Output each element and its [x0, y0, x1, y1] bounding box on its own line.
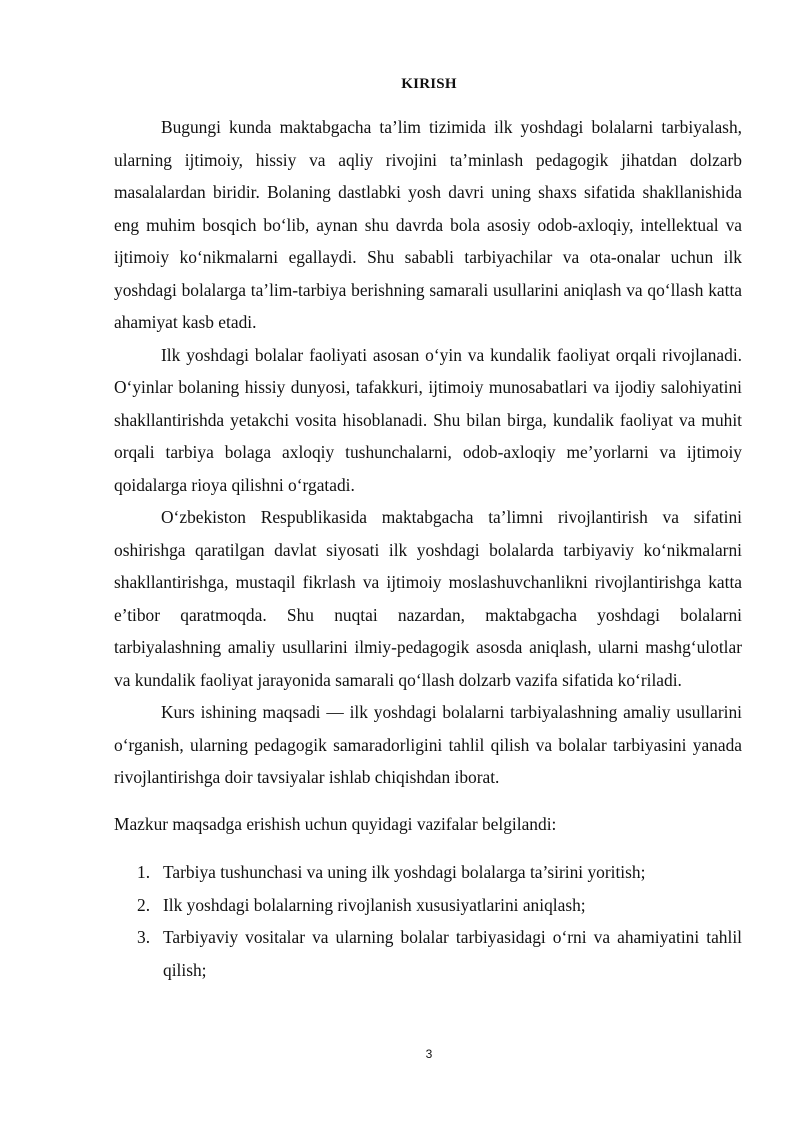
list-item-number: 3. [137, 927, 151, 947]
page-number: 3 [425, 1047, 433, 1061]
list-item [114, 856, 742, 889]
paragraph: Bugungi kunda maktabgacha ta’lim tizimida ilk yoshdagi bolalarni tarbiyalash, ularning ijtimoiy, hissiy va aqliy rivojini ta’minlash pedagogik jihatdan dolzarb masalalardan biridir. Bolaning dastlabki yosh davri uning shaxs sifatida shakllanishida eng muhim bosqich bo‘lib, aynan shu davrda bola asosiy odob-axloqiy, intellektual va ijtimoiy ko‘nikmalarni egallaydi. Shu sababli tarbiyachilar va ota-onalar uchun ilk yoshdagi bolalarga ta’lim-tarbiya berishning samarali usullarini aniqlash va qo‘llash katta ahamiyat kasb etadi. [114, 117, 742, 332]
list-item [114, 889, 742, 922]
body-text [114, 111, 742, 986]
list-item-text: Tarbiyaviy vositalar va ularning bolalar tarbiyasidagi o‘rni va ahamiyatini tahlil qilish; [163, 927, 742, 980]
list-item-number: 2. [137, 894, 151, 915]
list-item-text: Ilk yoshdagi bolalarning rivojlanish xususiyatlarini aniqlash; [163, 894, 586, 915]
list-item-text: Tarbiya tushunchasi va uning ilk yoshdagi bolalarga ta’sirini yoritish; [163, 862, 646, 882]
paragraph: Ilk yoshdagi bolalar faoliyati asosan o‘yin va kundalik faoliyat orqali rivojlanadi. O‘yinlar bolaning hissiy dunyosi, tafakkuri, ijtimoiy munosabatlari va ijodiy salohiyatini shakllantirishda yetakchi vosita hisoblanadi. Shu bilan birga, kundalik faoliyat va muhit orqali tarbiya bolaga axloqiy tushunchalarni, odob-axloqiy me’yorlarni va ijtimoiy qoidalarga rioya qilishni o‘rgatadi. [114, 344, 742, 495]
section-heading: KIRISH [401, 76, 457, 92]
tasks-intro: Mazkur maqsadga erishish uchun quyidagi vazifalar belgilandi: [114, 813, 557, 834]
task-list [114, 856, 742, 986]
list-item-number: 1. [137, 862, 151, 882]
list-item [114, 921, 742, 986]
paragraph: O‘zbekiston Respublikasida maktabgacha ta’limni rivojlantirish va sifatini oshirishga qaratilgan davlat siyosati ilk yoshdagi bolalarda tarbiyaviy ko‘nikmalarni shakllantirishga, mustaqil fikrlash va ijtimoiy moslashuvchanlikni rivojlantirishga katta e’tibor qaratmoqda. Shu nuqtai nazardan, maktabgacha yoshdagi bolalarni tarbiyalashning amaliy usullarini ilmiy-pedagogik asosda aniqlash, ularni mashg‘ulotlar va kundalik faoliyat jarayonida samarali qo‘llash dolzarb vazifa sifatida ko‘riladi. [114, 507, 742, 690]
paragraph: Kurs ishining maqsadi — ilk yoshdagi bolalarni tarbiyalashning amaliy usullarini o‘rganish, ularning pedagogik samaradorligini tahlil qilish va bolalar tarbiyasini yanada rivojlantirishga doir tavsiyalar ishlab chiqishdan iborat. [114, 702, 742, 787]
